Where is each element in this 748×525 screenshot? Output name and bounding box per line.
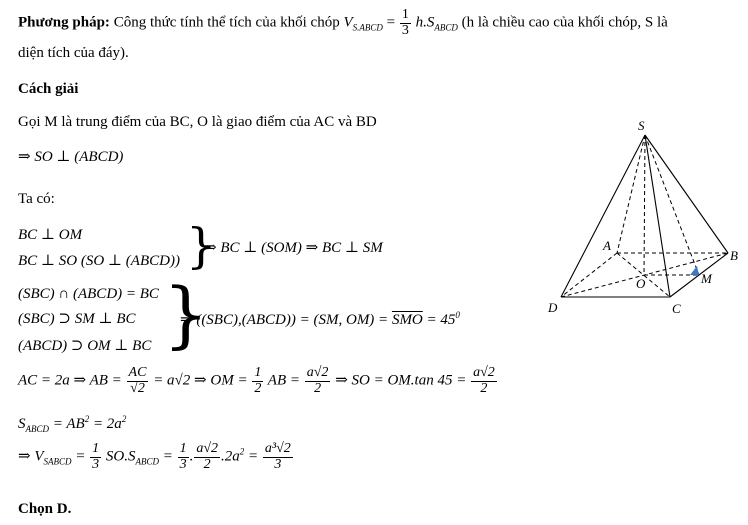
calc-line: AC = 2a ⇒ AB = $\frac{AC}{√2}$ = a√2 ⇒ OM = $\frac{1}{2}$ AB = $\frac{a√2}{2}$ ⇒ SO = OM.tan 45 = $\frac{a√2}{2}$ — [18, 365, 495, 396]
sys2-row2: (SBC) ⊃ SM ⊥ BC — [18, 311, 136, 327]
formula-rhs: h.S — [415, 14, 435, 31]
label-A: A — [603, 238, 611, 253]
formula-v: V — [343, 14, 353, 31]
edge-SC — [645, 135, 670, 297]
seg-SM — [645, 135, 699, 275]
volume-line: ⇒ $V_{SABCD}$ = $\frac{1}{3}$ $SO.S_{ABCD}$ = $\frac{1}{3}$ . $\frac{a√2}{2}$ $.2a^2$ = $\frac{\text{a³√2}}{3}$ — [18, 441, 291, 472]
formula-fraction: $\frac{1}{3}$ — [401, 7, 409, 38]
label-D: D — [548, 300, 558, 315]
formula-v-sub: S.ABCD — [352, 22, 383, 33]
angle-smo: $\overline{SMO}$ — [391, 312, 423, 328]
label-O: O — [636, 276, 646, 291]
sys2-row3: (ABCD) ⊃ OM ⊥ BC — [18, 338, 152, 354]
method-text: Công thức tính thể tích của khối chóp — [113, 14, 340, 31]
solution-intro: Gọi M là trung điểm của BC, O là giao điểm của AC và BD — [18, 114, 377, 130]
label-B: B — [730, 248, 738, 263]
edge-SD — [561, 135, 645, 297]
label-S: S — [638, 118, 645, 133]
area-line: $S_{ABCD} = AB^2 = 2a^2$ — [18, 414, 127, 434]
diag-AC — [617, 253, 670, 297]
answer: Chọn D. — [18, 501, 72, 517]
sys1-row2: BC ⊥ SO (SO ⊥ (ABCD)) — [18, 253, 180, 269]
label-M: M — [701, 271, 712, 286]
method-label: Phương pháp: — [18, 14, 110, 31]
so-perp-line: ⇒ SO ⊥ (ABCD) — [18, 149, 124, 165]
solution-heading: Cách giải — [18, 81, 79, 97]
sys2-brace: } — [163, 272, 209, 356]
edge-CB — [670, 253, 728, 297]
method-line — [18, 8, 668, 38]
sys1-row1: BC ⊥ OM — [18, 227, 83, 243]
sys2-row1: (SBC) ∩ (ABCD) = BC — [18, 286, 159, 302]
formula-eq: = — [386, 14, 396, 31]
sys2-result: ⇒ ((SBC),(ABCD)) = (SM, $OM) = \overline{SMO} = 45^0$ — [180, 310, 460, 328]
formula-rhs-sub: ABCD — [434, 22, 458, 33]
diag-DB — [561, 253, 728, 297]
seg-SO — [644, 135, 645, 275]
edge-SB — [645, 135, 728, 253]
method-line-2: diện tích của đáy). — [18, 45, 129, 61]
label-C: C — [672, 301, 681, 316]
sys1-result: ⇒ BC ⊥ (SOM) ⇒ BC ⊥ SM — [204, 240, 383, 256]
edge-AD — [561, 253, 617, 297]
sys1-brace: } — [186, 218, 217, 274]
ta-co: Ta có: — [18, 191, 55, 207]
method-text-2: (h là chiều cao của khối chóp, S là — [461, 14, 668, 31]
angle-marker — [690, 266, 699, 275]
edge-SA — [617, 135, 645, 253]
